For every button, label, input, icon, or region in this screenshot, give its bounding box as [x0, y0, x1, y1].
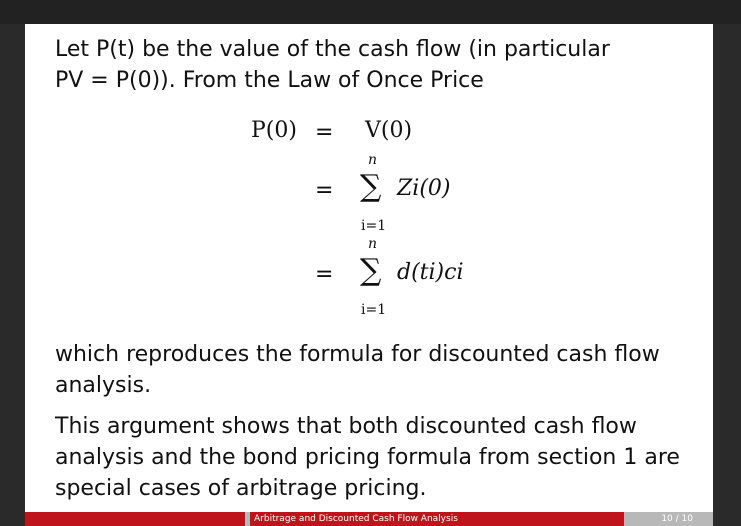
equals-sign-3: =: [315, 262, 334, 287]
sum-upper-limit-2: n: [368, 236, 378, 252]
footer-title: Arbitrage and Discounted Cash Flow Analysis: [250, 512, 624, 526]
sum-symbol-1: ∑: [360, 169, 382, 204]
page-number: 10 / 10: [661, 514, 693, 524]
argument-paragraph: [55, 411, 680, 504]
intro-line-1: Let P(t) be the value of the cash flow (in particular: [55, 37, 610, 62]
slide-page: [25, 24, 713, 526]
argument-line-1: This argument shows that both discounted cash flow: [55, 414, 637, 439]
intro-paragraph: [55, 34, 610, 96]
sum-upper-limit-1: n: [368, 152, 378, 168]
intro-line-2: PV = P(0)). From the Law of Once Price: [55, 68, 484, 93]
sum-symbol-2: ∑: [360, 253, 382, 288]
sum-term-1: Zi(0): [397, 176, 451, 201]
argument-line-3: special cases of arbitrage pricing.: [55, 476, 427, 501]
conclusion-line-1: which reproduces the formula for discounted cash flow: [55, 342, 660, 367]
slide-footer: [25, 512, 713, 526]
conclusion-line-2: analysis.: [55, 373, 152, 398]
sum-lower-limit-1: i=1: [361, 218, 387, 234]
sum-lower-limit-2: i=1: [361, 302, 387, 318]
conclusion-paragraph: [55, 339, 660, 401]
viewer-top-bar: [0, 0, 741, 24]
equals-sign-2: =: [315, 178, 334, 203]
equation-rhs-1: V(0): [365, 118, 413, 143]
footer-left-band: [25, 512, 245, 526]
equation-lhs: P(0): [251, 118, 297, 143]
equals-sign-1: =: [315, 120, 334, 145]
argument-line-2: analysis and the bond pricing formula from section 1 are: [55, 445, 680, 470]
sum-term-2: d(ti)ci: [397, 260, 464, 285]
